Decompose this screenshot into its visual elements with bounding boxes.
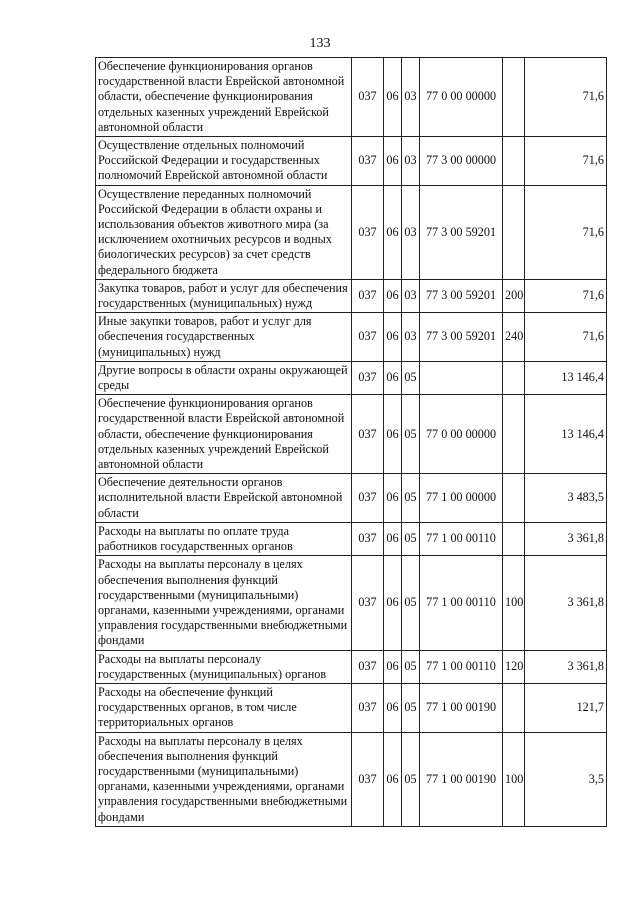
row-name: Закупка товаров, работ и услуг для обеспечения государственных (муниципальных) нужд [96,279,352,312]
amount: 3 483,5 [525,474,607,523]
table-row [96,137,607,186]
table-row [96,556,607,650]
row-name: Другие вопросы в области охраны окружающей среды [96,361,352,394]
expense-type-code: 100 [503,556,525,650]
row-name: Иные закупки товаров, работ и услуг для обеспечения государственных (муниципальных) нужд [96,313,352,362]
target-article-code [420,361,503,394]
section-code: 06 [384,522,402,555]
expense-type-code: 100 [503,732,525,826]
target-article-code: 77 1 00 00110 [420,650,503,683]
section-code: 06 [384,474,402,523]
amount: 71,6 [525,313,607,362]
ministry-code: 037 [352,185,384,279]
subsection-code: 05 [402,683,420,732]
subsection-code: 05 [402,732,420,826]
table-row [96,732,607,826]
expense-type-code: 120 [503,650,525,683]
amount: 71,6 [525,185,607,279]
row-name: Расходы на выплаты персоналу государственных (муниципальных) органов [96,650,352,683]
table-row [96,683,607,732]
target-article-code: 77 3 00 00000 [420,137,503,186]
amount: 3,5 [525,732,607,826]
ministry-code: 037 [352,683,384,732]
ministry-code: 037 [352,395,384,474]
table-row [96,522,607,555]
table-row [96,650,607,683]
ministry-code: 037 [352,313,384,362]
target-article-code: 77 3 00 59201 [420,279,503,312]
row-name: Обеспечение функционирования органов государственной власти Еврейской автономной области, обеспечение функционирования отдельных казенных учреждений Еврейской автономной области [96,58,352,137]
expense-type-code [503,185,525,279]
amount: 13 146,4 [525,395,607,474]
target-article-code: 77 0 00 00000 [420,58,503,137]
section-code: 06 [384,313,402,362]
ministry-code: 037 [352,650,384,683]
ministry-code: 037 [352,522,384,555]
expense-type-code: 200 [503,279,525,312]
subsection-code: 03 [402,58,420,137]
page-number: 133 [309,36,331,51]
section-code: 06 [384,361,402,394]
row-name: Расходы на выплаты по оплате труда работников государственных органов [96,522,352,555]
target-article-code: 77 3 00 59201 [420,185,503,279]
section-code: 06 [384,185,402,279]
target-article-code: 77 1 00 00190 [420,732,503,826]
amount: 71,6 [525,137,607,186]
expense-type-code [503,58,525,137]
subsection-code: 05 [402,556,420,650]
target-article-code: 77 0 00 00000 [420,395,503,474]
section-code: 06 [384,732,402,826]
section-code: 06 [384,556,402,650]
subsection-code: 05 [402,522,420,555]
section-code: 06 [384,650,402,683]
section-code: 06 [384,137,402,186]
expense-type-code [503,137,525,186]
table-row [96,313,607,362]
expense-type-code [503,474,525,523]
row-name: Обеспечение деятельности органов исполнительной власти Еврейской автономной области [96,474,352,523]
ministry-code: 037 [352,361,384,394]
amount: 3 361,8 [525,556,607,650]
ministry-code: 037 [352,137,384,186]
table-row [96,361,607,394]
amount: 13 146,4 [525,361,607,394]
expense-type-code: 240 [503,313,525,362]
subsection-code: 05 [402,650,420,683]
table-row [96,58,607,137]
table-row [96,185,607,279]
row-name: Обеспечение функционирования органов государственной власти Еврейской автономной области, обеспечение функционирования отдельных казенных учреждений Еврейской автономной области [96,395,352,474]
section-code: 06 [384,395,402,474]
amount: 3 361,8 [525,522,607,555]
target-article-code: 77 1 00 00110 [420,556,503,650]
table-row [96,279,607,312]
amount: 3 361,8 [525,650,607,683]
target-article-code: 77 1 00 00190 [420,683,503,732]
amount: 71,6 [525,279,607,312]
ministry-code: 037 [352,58,384,137]
table-row [96,395,607,474]
row-name: Осуществление отдельных полномочий Российской Федерации и государственных полномочий Еврейской автономной области [96,137,352,186]
ministry-code: 037 [352,279,384,312]
ministry-code: 037 [352,556,384,650]
budget-table [95,57,607,827]
table-row [96,474,607,523]
section-code: 06 [384,279,402,312]
row-name: Осуществление переданных полномочий Российской Федерации в области охраны и использования объектов животного мира (за исключением охотничьих ресурсов и водных биологических ресурсов) за счет средств федерального бюджета [96,185,352,279]
row-name: Расходы на выплаты персоналу в целях обеспечения выполнения функций государственными (муниципальными) органами, казенными учреждениями, органами управления государственными внебюджетными фондами [96,556,352,650]
subsection-code: 05 [402,474,420,523]
row-name: Расходы на выплаты персоналу в целях обеспечения выполнения функций государственными (муниципальными) органами, казенными учреждениями, органами управления государственными внебюджетными фондами [96,732,352,826]
target-article-code: 77 3 00 59201 [420,313,503,362]
amount: 121,7 [525,683,607,732]
section-code: 06 [384,58,402,137]
target-article-code: 77 1 00 00000 [420,474,503,523]
subsection-code: 03 [402,313,420,362]
expense-type-code [503,395,525,474]
subsection-code: 03 [402,279,420,312]
row-name: Расходы на обеспечение функций государственных органов, в том числе территориальных органов [96,683,352,732]
amount: 71,6 [525,58,607,137]
ministry-code: 037 [352,474,384,523]
subsection-code: 05 [402,395,420,474]
expense-type-code [503,522,525,555]
subsection-code: 03 [402,185,420,279]
subsection-code: 05 [402,361,420,394]
subsection-code: 03 [402,137,420,186]
expense-type-code [503,361,525,394]
budget-table-body [96,58,607,827]
section-code: 06 [384,683,402,732]
expense-type-code [503,683,525,732]
ministry-code: 037 [352,732,384,826]
target-article-code: 77 1 00 00110 [420,522,503,555]
